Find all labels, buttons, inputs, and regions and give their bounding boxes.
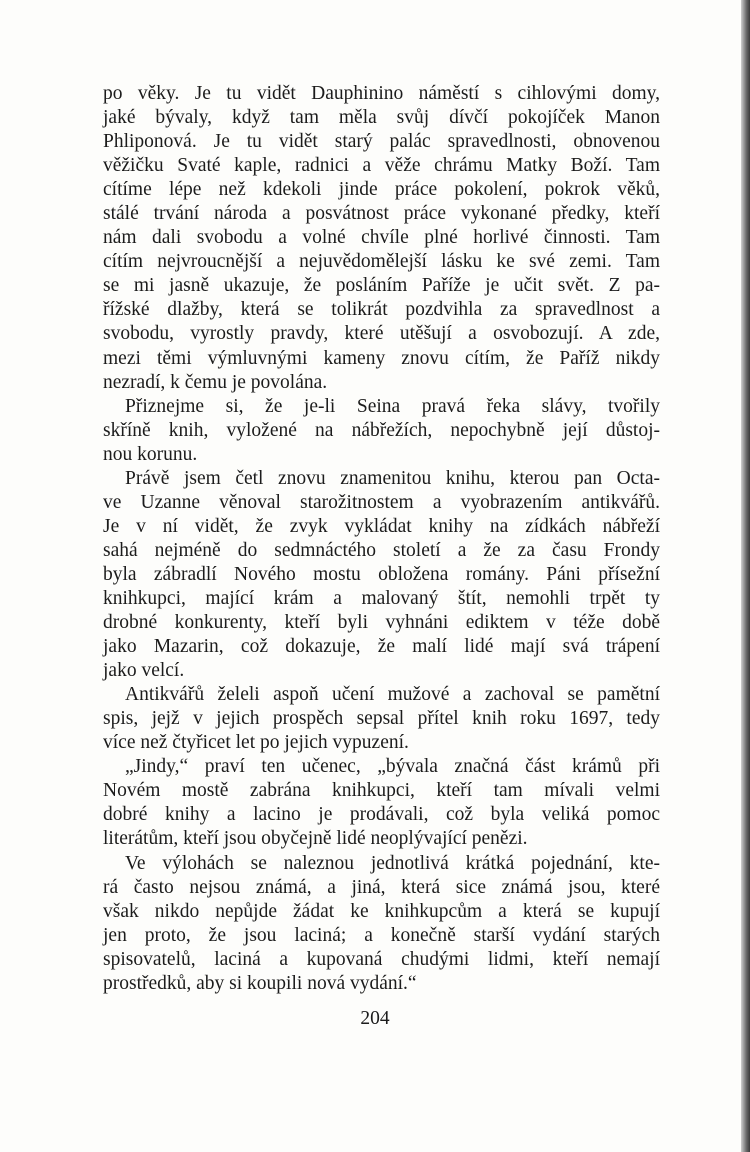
text-line: nám dali svobodu a volné chvíle plné horlivé činnosti. Tam xyxy=(103,227,660,249)
text-line: stálé trvání národa a posvátnost práce vykonané předky, kteří xyxy=(103,203,660,225)
text-line: literátům, kteří jsou obyčejně lidé neoplývající penězi. xyxy=(103,828,528,850)
body-text xyxy=(103,82,660,996)
text-line: skříně knih, vyložené na nábřežích, nepochybně její důstoj- xyxy=(103,419,660,441)
page-number: 204 xyxy=(360,1008,390,1029)
text-line: Právě jsem četl znovu znamenitou knihu, kterou pan Octa- xyxy=(125,467,660,489)
text-line: spis, jejž v jejich prospěch sepsal přítel knih roku 1697, tedy xyxy=(103,708,660,730)
text-line: sahá nejméně do sedmnáctého století a že za času Frondy xyxy=(103,539,660,561)
text-line: po věky. Je tu vidět Dauphinino náměstí s cihlovými domy, xyxy=(103,83,660,104)
text-line: však nikdo nepůjde žádat ke knihkupcům a která se kupují xyxy=(103,900,660,922)
text-line: „Jindy,“ praví ten učenec, „bývala značná část krámů při xyxy=(125,756,660,778)
text-line: Ve výlohách se naleznou jednotlivá krátká pojednání, kte- xyxy=(125,852,660,874)
text-line: cítíme lépe než kdekoli jinde práce pokolení, pokrok věků, xyxy=(103,179,660,201)
text-line: drobné konkurenty, kteří byli vyhnáni ediktem v téže době xyxy=(103,612,660,634)
paragraph xyxy=(103,82,660,395)
text-line: se mi jasně ukazuje, že posláním Paříže je učit svět. Z pa- xyxy=(103,275,660,297)
paragraph xyxy=(103,683,660,755)
text-line: jako velcí. xyxy=(103,660,185,682)
text-line: prostředků, aby si koupili nová vydání.“ xyxy=(103,972,417,994)
text-line: knihkupci, mající krám a malovaný štít, nemohli trpět ty xyxy=(103,587,660,609)
paragraph xyxy=(103,467,660,683)
text-line: Přiznejme si, že je-li Seina pravá řeka slávy, tvořily xyxy=(125,395,660,417)
text-line: věžičku Svaté kaple, radnici a věže chrámu Matky Boží. Tam xyxy=(103,155,660,177)
text-line: mezi těmi výmluvnými kameny znovu cítím, že Paříž nikdy xyxy=(103,347,660,369)
text-line: nou korunu. xyxy=(103,443,198,465)
paragraph xyxy=(103,852,660,996)
text-line: jaké bývaly, když tam měla svůj dívčí pokojíček Manon xyxy=(103,107,660,129)
text-line: Je v ní vidět, že zvyk vykládat knihy na zídkách nábřeží xyxy=(103,515,660,537)
text-line: ve Uzanne věnoval starožitnostem a vyobrazením antikvářů. xyxy=(103,491,660,513)
text-line: rá často nejsou známá, a jiná, která sice známá jsou, které xyxy=(103,876,660,898)
text-line: Antikvářů želeli aspoň učení mužové a zachoval se pamětní xyxy=(125,684,660,706)
text-line: řížské dlažby, která se tolikrát pozdvihla za spravedlnost a xyxy=(103,299,660,321)
scan-page-edge xyxy=(741,0,750,1152)
text-line: více než čtyřicet let po jejich vypuzení. xyxy=(103,732,409,754)
paragraph xyxy=(103,755,660,851)
text-line: jen proto, že jsou laciná; a konečně starší vydání starých xyxy=(103,924,660,946)
text-line: cítím nejvroucnější a nejuvědomělejší lásku ke své zemi. Tam xyxy=(103,251,660,273)
text-line: jako Mazarin, což dokazuje, že malí lidé mají svá trápení xyxy=(103,636,660,658)
text-line: svobodu, vyrostly pravdy, které utěšují a osvobozují. A zde, xyxy=(103,323,660,345)
text-line: byla zábradlí Nového mostu obložena romány. Páni přísežní xyxy=(103,563,660,585)
text-line: dobré knihy a lacino je prodávali, což byla veliká pomoc xyxy=(103,804,660,826)
text-line: spisovatelů, laciná a kupovaná chudými lidmi, kteří nemají xyxy=(103,948,660,970)
paragraph xyxy=(103,395,660,467)
text-line: Phliponová. Je tu vidět starý palác spravedlnosti, obnovenou xyxy=(103,131,660,153)
text-line: nezradí, k čemu je povolána. xyxy=(103,371,328,393)
text-line: Novém mostě zabrána knihkupci, kteří tam mívali velmi xyxy=(103,780,660,802)
